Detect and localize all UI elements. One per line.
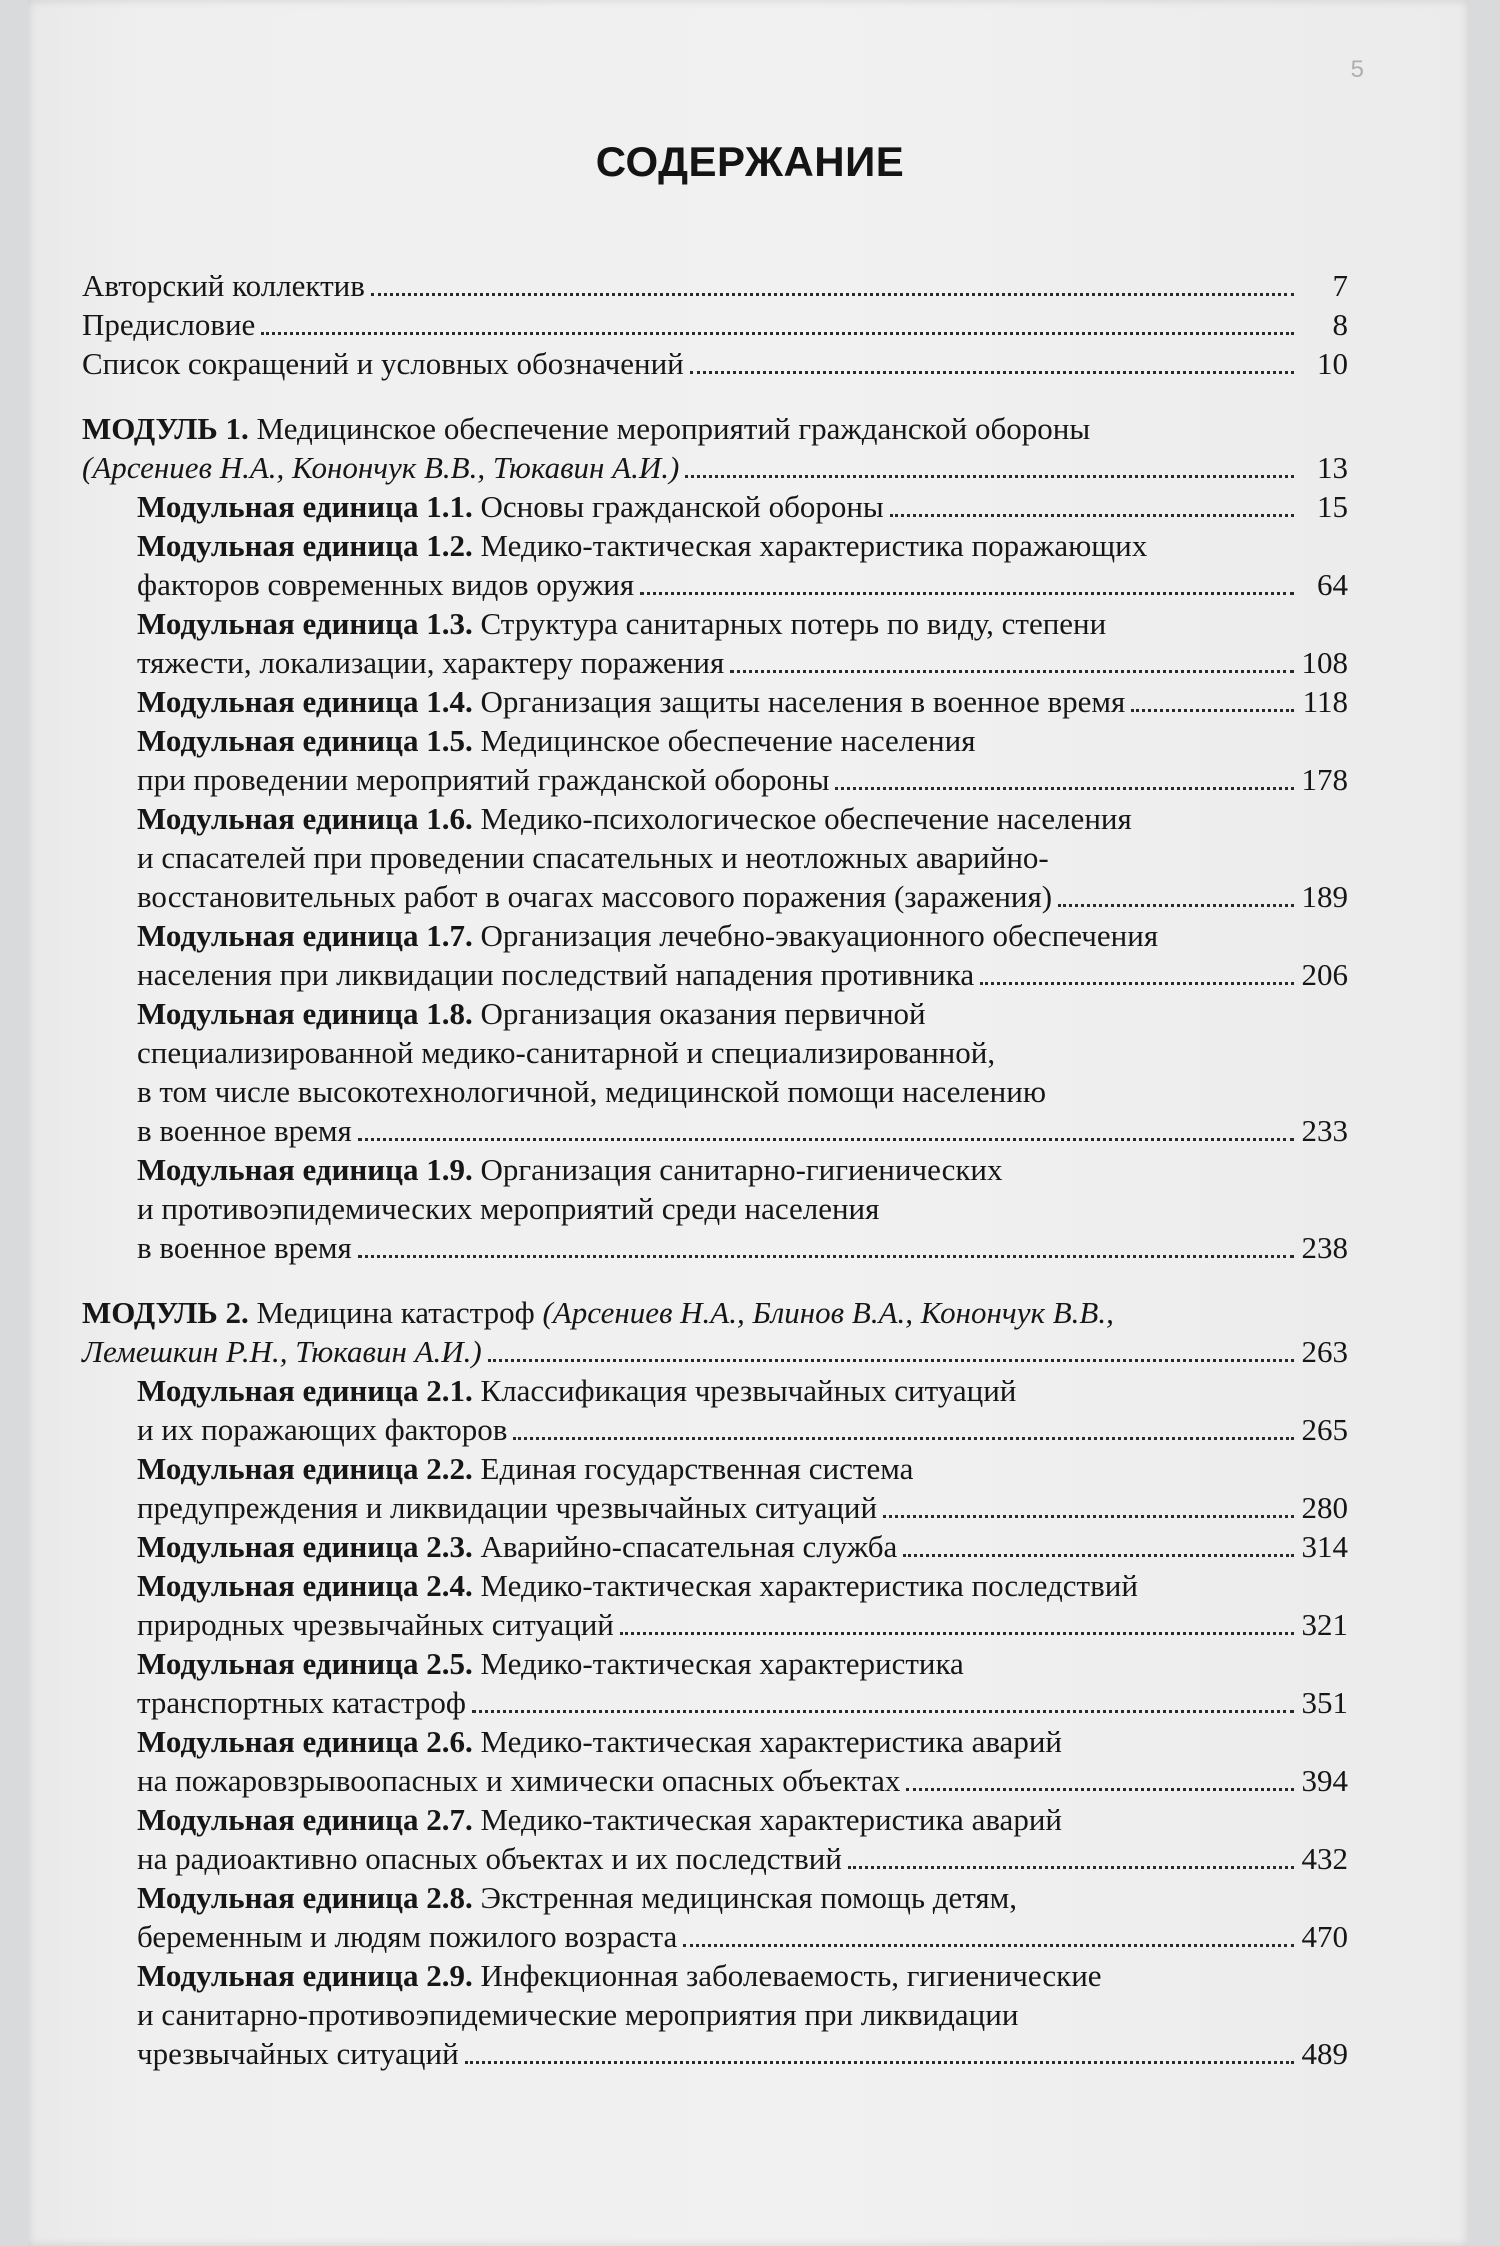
dot-leader [1058,904,1294,907]
unit-title-line: Организация защиты населения в военное время [480,684,1126,719]
unit-title-line: специализированной медико-санитарной и специализированной, [137,1035,996,1070]
toc-entry-page: 10 [1317,346,1348,381]
unit-1-3 [82,604,1348,682]
dot-leader [690,371,1294,374]
toc-entry-authors [82,266,1348,305]
unit-2-5 [82,1644,1348,1722]
unit-title-line: предупреждения и ликвидации чрезвычайных ситуаций [137,1490,878,1525]
unit-title-line: Организация лечебно-эвакуационного обеспечения [480,918,1159,953]
unit-title-line: населения при ликвидации последствий нападения противника [137,957,975,992]
unit-label: Модульная единица 2.1. [137,1373,473,1408]
unit-label: Модульная единица 1.4. [137,684,473,719]
dot-leader [358,1255,1294,1258]
unit-label: Модульная единица 2.9. [137,1958,473,1993]
toc-entry-page: 7 [1332,268,1348,303]
toc-entry-title: Авторский коллектив [82,268,365,303]
unit-title-line: Единая государственная система [480,1451,914,1486]
unit-page: 394 [1301,1763,1348,1798]
unit-page: 351 [1301,1685,1348,1720]
unit-2-6 [82,1722,1348,1800]
module-authors-line: Лемешкин Р.Н., Тюкавин А.И.) [82,1334,482,1369]
unit-title-line: факторов современных видов оружия [137,567,635,602]
unit-label: Модульная единица 1.5. [137,723,473,758]
unit-title-line: в том числе высокотехнологичной, медицинской помощи населению [137,1074,1046,1109]
module-title: Медицина катастроф [256,1295,535,1330]
unit-title-line: восстановительных работ в очагах массового поражения (заражения) [137,879,1053,914]
unit-page: 470 [1301,1919,1348,1954]
unit-title-line: и противоэпидемических мероприятий среди населения [137,1191,880,1226]
unit-page: 321 [1301,1607,1348,1642]
dot-leader [683,1944,1294,1947]
dot-leader [835,787,1294,790]
module-label: МОДУЛЬ 1. [82,411,249,446]
toc-entry-title: Список сокращений и условных обозначений [82,346,684,381]
unit-title-line: Экстренная медицинская помощь детям, [480,1880,1018,1915]
unit-2-4 [82,1566,1348,1644]
unit-title-line: и спасателей при проведении спасательных и неотложных аварийно- [137,840,1049,875]
unit-label: Модульная единица 2.5. [137,1646,473,1681]
module-title: Медицинское обеспечение мероприятий гражданской обороны [256,411,1091,446]
unit-page: 489 [1301,2036,1348,2071]
toc-entry-page: 8 [1332,307,1348,342]
unit-title-line: Медико-тактическая характеристика аварий [480,1724,1062,1759]
unit-2-3 [82,1527,1348,1566]
unit-2-9 [82,1956,1348,2073]
dot-leader [261,332,1294,335]
unit-label: Модульная единица 2.3. [137,1529,473,1564]
unit-title-line: на радиоактивно опасных объектах и их последствий [137,1841,842,1876]
unit-label: Модульная единица 1.3. [137,606,473,641]
unit-2-2 [82,1449,1348,1527]
module-label: МОДУЛЬ 2. [82,1295,249,1330]
unit-1-9 [82,1150,1348,1267]
unit-title-line: в военное время [137,1230,352,1265]
module-1-entry [82,409,1348,487]
unit-page: 64 [1317,567,1348,602]
unit-label: Модульная единица 1.7. [137,918,473,953]
toc-entry-abbreviations [82,344,1348,383]
module-2-entry [82,1293,1348,1371]
unit-label: Модульная единица 2.6. [137,1724,473,1759]
dot-leader [906,1788,1294,1791]
unit-label: Модульная единица 1.6. [137,801,473,836]
unit-page: 189 [1301,879,1348,914]
unit-title-line: Организация санитарно-гигиенических [480,1152,1003,1187]
dot-leader [685,475,1294,478]
unit-title-line: на пожаровзрывоопасных и химически опасных объектах [137,1763,901,1798]
unit-title-line: Инфекционная заболеваемость, гигиенические [480,1958,1102,1993]
dot-leader [1131,709,1294,712]
unit-title-line: тяжести, локализации, характеру поражения [137,645,725,680]
unit-label: Модульная единица 2.4. [137,1568,473,1603]
unit-page: 265 [1301,1412,1348,1447]
unit-page: 206 [1301,957,1348,992]
unit-label: Модульная единица 1.9. [137,1152,473,1187]
unit-page: 233 [1301,1113,1348,1148]
table-of-contents [82,266,1348,2073]
unit-2-7 [82,1800,1348,1878]
unit-title-line: Медико-психологическое обеспечение населения [480,801,1132,836]
dot-leader [358,1138,1294,1141]
dot-leader [513,1437,1294,1440]
unit-title-line: чрезвычайных ситуаций [137,2036,459,2071]
unit-title-line: Классификация чрезвычайных ситуаций [480,1373,1017,1408]
dot-leader [890,514,1294,517]
unit-title-line: при проведении мероприятий гражданской обороны [137,762,830,797]
unit-title-line: Аварийно-спасательная служба [480,1529,898,1564]
unit-title-line: Медико-тактическая характеристика последствий [480,1568,1138,1603]
unit-page: 432 [1301,1841,1348,1876]
unit-title-line: Медико-тактическая характеристика аварий [480,1802,1062,1837]
unit-page: 108 [1301,645,1348,680]
unit-title-line: Структура санитарных потерь по виду, степени [480,606,1107,641]
page-number: 5 [1350,56,1364,83]
unit-page: 178 [1301,762,1348,797]
unit-title-line: в военное время [137,1113,352,1148]
page-title: СОДЕРЖАНИЕ [595,138,905,185]
unit-label: Модульная единица 1.8. [137,996,473,1031]
dot-leader [883,1515,1294,1518]
unit-1-2 [82,526,1348,604]
dot-leader [371,293,1294,296]
unit-1-7 [82,916,1348,994]
unit-page: 280 [1301,1490,1348,1525]
module-page: 263 [1301,1334,1348,1369]
unit-1-5 [82,721,1348,799]
dot-leader [980,982,1294,985]
unit-1-8 [82,994,1348,1150]
unit-title-line: Основы гражданской обороны [480,489,884,524]
unit-label: Модульная единица 1.1. [137,489,473,524]
unit-title-line: беременным и людям пожилого возраста [137,1919,678,1954]
unit-1-4 [82,682,1348,721]
toc-entry-preface [82,305,1348,344]
unit-page: 15 [1317,489,1348,524]
unit-label: Модульная единица 2.2. [137,1451,473,1486]
unit-1-1 [82,487,1348,526]
unit-title-line: природных чрезвычайных ситуаций [137,1607,614,1642]
unit-title-line: Медико-тактическая характеристика поражающих [480,528,1148,563]
unit-title-line: и их поражающих факторов [137,1412,508,1447]
dot-leader [472,1710,1294,1713]
unit-title-line: Медико-тактическая характеристика [480,1646,964,1681]
toc-entry-title: Предисловие [82,307,256,342]
unit-1-6 [82,799,1348,916]
dot-leader [620,1632,1294,1635]
dot-leader [730,670,1294,673]
unit-page: 238 [1301,1230,1348,1265]
dot-leader [465,2061,1294,2064]
unit-label: Модульная единица 1.2. [137,528,473,563]
unit-page: 118 [1302,684,1348,719]
module-page: 13 [1317,450,1348,485]
unit-title-line: и санитарно-противоэпидемические мероприятия при ликвидации [137,1997,1019,2032]
unit-page: 314 [1301,1529,1348,1564]
unit-label: Модульная единица 2.8. [137,1880,473,1915]
unit-title-line: Организация оказания первичной [480,996,926,1031]
dot-leader [848,1866,1294,1869]
unit-2-1 [82,1371,1348,1449]
unit-title-line: транспортных катастроф [137,1685,466,1720]
module-authors-line: (Арсениев Н.А., Блинов В.А., Конончук В.В., [542,1295,1114,1330]
unit-label: Модульная единица 2.7. [137,1802,473,1837]
module-authors: (Арсениев Н.А., Конончук В.В., Тюкавин А.И.) [82,450,680,485]
dot-leader [903,1554,1294,1557]
dot-leader [488,1359,1294,1362]
unit-title-line: Медицинское обеспечение населения [480,723,976,758]
unit-2-8 [82,1878,1348,1956]
dot-leader [640,592,1294,595]
